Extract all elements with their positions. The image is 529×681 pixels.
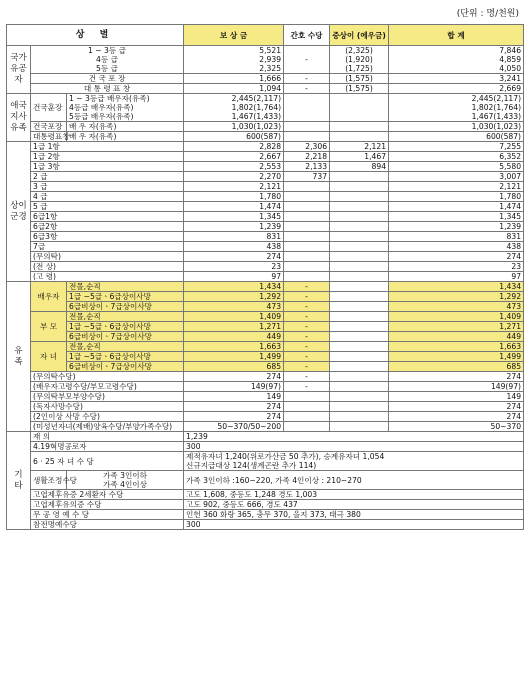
group-other: 기 타 [7,432,31,530]
row-label: 5 급 [31,202,184,212]
row-label: 6급비상이ㆍ7급상이사망 [67,362,184,372]
compensation-value: 831 [184,232,284,242]
compensation-value: 1,239 [184,222,284,232]
family-relation: 자 녀 [31,342,67,372]
total-value: 1,499 [389,352,524,362]
compensation-value: 449 [184,332,284,342]
family-extra-row [7,412,524,422]
nursing-value [284,422,330,432]
total-value: 5,580 [389,162,524,172]
disability-value [330,332,389,342]
compensation-value: 274 [184,372,284,382]
family-row [7,302,524,312]
row-label: 전몰,순직 [67,312,184,322]
row-label: 전몰,순직 [67,282,184,292]
disability-value [330,212,389,222]
disability-value [330,172,389,182]
total-value: 1,345 [389,212,524,222]
nursing-value [284,122,330,132]
other-value: 300 [184,442,524,452]
nursing-value [284,232,330,242]
family-relation: 배우자 [31,282,67,312]
total-value: 1,474 [389,202,524,212]
compensation-value: 149 [184,392,284,402]
compensation-value: 685 [184,362,284,372]
unit-note: (단위 : 명/천원) [456,9,519,19]
compensation-value: 1,666 [184,74,284,84]
other-value: 고도 902, 중등도 666, 경도 437 [184,500,524,510]
nursing-value: - [284,46,330,74]
family-extra-row [7,402,524,412]
total-value: 7,846 4,859 4,050 [389,46,524,74]
nursing-value [284,202,330,212]
row-label: 6급2항 [31,222,184,232]
row-label: (무의탁수당) [31,372,184,382]
disability-value [330,362,389,372]
disability-value [330,222,389,232]
nursing-value [284,192,330,202]
disability-value [330,242,389,252]
compensation-value: 1,030(1,023) [184,122,284,132]
nursing-value: - [284,74,330,84]
disability-value [330,402,389,412]
header-nursing: 간호 수당 [284,25,330,46]
nursing-value: - [284,332,330,342]
compensation-value: 1,271 [184,322,284,332]
disability-value [330,272,389,282]
nursing-value [284,402,330,412]
total-value: 1,239 [389,222,524,232]
other-row [7,490,524,500]
nursing-value: - [284,342,330,352]
other-row [7,452,524,471]
nursing-value: - [284,372,330,382]
compensation-table [6,24,524,530]
row-label: 건국훈장 [31,94,67,122]
other-value: 1,239 [184,432,524,442]
total-value: 600(587) [389,132,524,142]
other-row [7,471,524,490]
row-label: 건 국 포 장 [31,74,184,84]
nursing-value [284,182,330,192]
disability-value: (1,575) [330,74,389,84]
nursing-value [284,262,330,272]
row-label: 1급 1항 [31,142,184,152]
disability-value [330,322,389,332]
row-label: 6급1항 [31,212,184,222]
total-value: 3,007 [389,172,524,182]
nursing-value [284,412,330,422]
wounded-row [7,232,524,242]
family-row [7,332,524,342]
wounded-row [7,242,524,252]
compensation-value: 1,409 [184,312,284,322]
family-row [7,362,524,372]
disability-value [330,94,389,122]
family-row [7,342,524,352]
row-label: 3 급 [31,182,184,192]
row-label: 대통령표창 [31,132,67,142]
nursing-value [284,94,330,122]
nursing-value: - [284,352,330,362]
compensation-value: 50~370/50~200 [184,422,284,432]
family-relation: 부 모 [31,312,67,342]
nursing-value [284,392,330,402]
wounded-row [7,222,524,232]
nursing-value [284,272,330,282]
other-row [7,500,524,510]
row-sublabel: 가족 3인이하 가족 4인이상 [67,471,184,490]
other-value: 가족 3인이하 :160~220, 가족 4인이상 : 210~270 [184,471,524,490]
compensation-value: 149(97) [184,382,284,392]
total-value: 274 [389,402,524,412]
compensation-value: 1,474 [184,202,284,212]
wounded-row [7,162,524,172]
disability-value [330,252,389,262]
nursing-value: - [284,362,330,372]
wounded-row [7,182,524,192]
disability-value [330,132,389,142]
total-value: 2,669 [389,84,524,94]
row-sublabel: 배 우 자(유족) [67,122,184,132]
row-label: (무의탁) [31,252,184,262]
family-row [7,312,524,322]
total-value: 473 [389,302,524,312]
total-value: 1,780 [389,192,524,202]
wounded-row [7,152,524,162]
disability-value [330,282,389,292]
compensation-value: 2,667 [184,152,284,162]
nursing-value [284,222,330,232]
national-row [7,46,524,74]
compensation-value: 1,345 [184,212,284,222]
header-total: 합 계 [389,25,524,46]
row-label: 건국포장 [31,122,67,132]
compensation-value: 274 [184,412,284,422]
row-label: (배우자고령수당/부모고령수당) [31,382,184,392]
compensation-value: 1,292 [184,292,284,302]
disability-value [330,412,389,422]
disability-value [330,202,389,212]
disability-value: (2,325) (1,920) (1,725) [330,46,389,74]
total-value: 831 [389,232,524,242]
wounded-row [7,192,524,202]
national-row [7,84,524,94]
total-value: 438 [389,242,524,252]
compensation-value: 2,121 [184,182,284,192]
total-value: 1,434 [389,282,524,292]
bereaved-row [7,132,524,142]
total-value: 1,292 [389,292,524,302]
compensation-value: 274 [184,252,284,262]
bereaved-row [7,94,524,122]
family-extra-row [7,392,524,402]
disability-value [330,262,389,272]
row-label: 전몰,순직 [67,342,184,352]
header-compensation: 보 상 금 [184,25,284,46]
row-label: (미성년자녀(제배)양육수당/부양가족수당) [31,422,184,432]
total-value: 50~370 [389,422,524,432]
wounded-row [7,142,524,152]
row-label: 6 · 25 자 녀 수 당 [31,452,184,471]
row-label: 고엽제후유증 2세환자 수당 [31,490,184,500]
nursing-value [284,132,330,142]
total-value: 2,445(2,117) 1,802(1,764) 1,467(1,433) [389,94,524,122]
wounded-row [7,212,524,222]
other-row [7,510,524,520]
disability-value: 894 [330,162,389,172]
compensation-value: 2,270 [184,172,284,182]
row-label: 생활조정수당 [31,471,67,490]
nursing-value: - [284,382,330,392]
compensation-value: 1,499 [184,352,284,362]
disability-value [330,302,389,312]
other-row [7,442,524,452]
nursing-value: 2,306 [284,142,330,152]
total-value: 274 [389,252,524,262]
disability-value [330,422,389,432]
row-label: 6급3항 [31,232,184,242]
row-label: 재 의 [31,432,184,442]
other-row [7,432,524,442]
row-label: 1급 ~5급ㆍ6급상이사망 [67,292,184,302]
group-bereaved: 애국지사 유족 [7,94,31,142]
row-label: 6급비상이ㆍ7급상이사망 [67,332,184,342]
disability-value [330,312,389,322]
row-sublabel: 1 ~ 3등급 배우자(유족) 4등급 배우자(유족) 5등급 배우자(유족) [67,94,184,122]
disability-value: 2,121 [330,142,389,152]
row-label: 4.19혁명공로자 [31,442,184,452]
total-value: 97 [389,272,524,282]
nursing-value: 2,133 [284,162,330,172]
row-label: 4 급 [31,192,184,202]
nursing-value: - [284,312,330,322]
total-value: 149(97) [389,382,524,392]
disability-value [330,192,389,202]
total-value: 274 [389,412,524,422]
header-row [7,25,524,46]
wounded-row [7,202,524,212]
compensation-value: 600(587) [184,132,284,142]
nursing-value: - [284,322,330,332]
disability-value [330,352,389,362]
row-label: 6급비상이ㆍ7급상이사망 [67,302,184,312]
compensation-value: 1,434 [184,282,284,292]
total-value: 1,030(1,023) [389,122,524,132]
nursing-value [284,242,330,252]
disability-value [330,122,389,132]
row-label: 2 급 [31,172,184,182]
compensation-value: 23 [184,262,284,272]
disability-value [330,182,389,192]
disability-value: 1,467 [330,152,389,162]
row-label: 1급 ~5급ㆍ6급상이사망 [67,352,184,362]
total-value: 23 [389,262,524,272]
total-value: 3,241 [389,74,524,84]
compensation-value: 438 [184,242,284,252]
compensation-value: 1,780 [184,192,284,202]
nursing-value: 2,218 [284,152,330,162]
header-category: 상 별 [7,25,184,46]
other-value: 인헌 360 화랑 365, 충무 370, 을지 373, 태극 380 [184,510,524,520]
bereaved-row [7,122,524,132]
nursing-value: - [284,302,330,312]
nursing-value: 737 [284,172,330,182]
other-row [7,520,524,530]
row-label: 1급 3항 [31,162,184,172]
family-extra-row [7,372,524,382]
row-label: 참전명예수당 [31,520,184,530]
total-value: 2,121 [389,182,524,192]
row-label: (2인이상 사망 수당) [31,412,184,422]
compensation-value: 274 [184,402,284,412]
disability-value [330,232,389,242]
row-label: (독자사망수당) [31,402,184,412]
compensation-value: 5,521 2,939 2,325 [184,46,284,74]
other-value: 제적유자녀 1,240(위로가산금 50 추가), 승계유자녀 1,054 신규지급대상 124(생계곤란 추가 114) [184,452,524,471]
wounded-row [7,272,524,282]
total-value: 449 [389,332,524,342]
nursing-value [284,212,330,222]
disability-value [330,372,389,382]
total-value: 1,663 [389,342,524,352]
compensation-value: 2,828 [184,142,284,152]
nursing-value: - [284,84,330,94]
disability-value [330,382,389,392]
row-label: 무 공 영 예 수 당 [31,510,184,520]
total-value: 274 [389,372,524,382]
family-extra-row [7,382,524,392]
nursing-value: - [284,282,330,292]
group-family: 유 족 [7,282,31,432]
wounded-row [7,262,524,272]
disability-value [330,292,389,302]
group-wounded: 상이군경 [7,142,31,282]
disability-value [330,392,389,402]
row-label: (무의탁부모부양수당) [31,392,184,402]
compensation-value: 2,445(2,117) 1,802(1,764) 1,467(1,433) [184,94,284,122]
family-extra-row [7,422,524,432]
row-label: 1급 ~5급ㆍ6급상이사망 [67,322,184,332]
family-row [7,282,524,292]
group-national: 국가유공자 [7,46,31,94]
total-value: 1,271 [389,322,524,332]
family-row [7,292,524,302]
compensation-value: 2,553 [184,162,284,172]
compensation-value: 97 [184,272,284,282]
total-value: 149 [389,392,524,402]
row-sublabel: 배 우 자(유족) [67,132,184,142]
row-label: 대 통 령 표 창 [31,84,184,94]
nursing-value [284,252,330,262]
total-value: 685 [389,362,524,372]
family-row [7,352,524,362]
wounded-row [7,252,524,262]
disability-value [330,342,389,352]
total-value: 6,352 [389,152,524,162]
other-value: 300 [184,520,524,530]
national-row [7,74,524,84]
other-value: 고도 1,608, 중등도 1,248 경도 1,003 [184,490,524,500]
family-row [7,322,524,332]
total-value: 1,409 [389,312,524,322]
row-label: (전 상) [31,262,184,272]
disability-value: (1,575) [330,84,389,94]
wounded-row [7,172,524,182]
compensation-value: 1,094 [184,84,284,94]
row-label: 1급 2항 [31,152,184,162]
row-label: (고 령) [31,272,184,282]
compensation-value: 473 [184,302,284,312]
row-label: 1 ~ 3등 급 4등 급 5등 급 [31,46,184,74]
nursing-value: - [284,292,330,302]
header-disability: 중상이 (에우금) [330,25,389,46]
total-value: 7,255 [389,142,524,152]
row-label: 고엽제후유의증 수당 [31,500,184,510]
compensation-value: 1,663 [184,342,284,352]
row-label: 7급 [31,242,184,252]
